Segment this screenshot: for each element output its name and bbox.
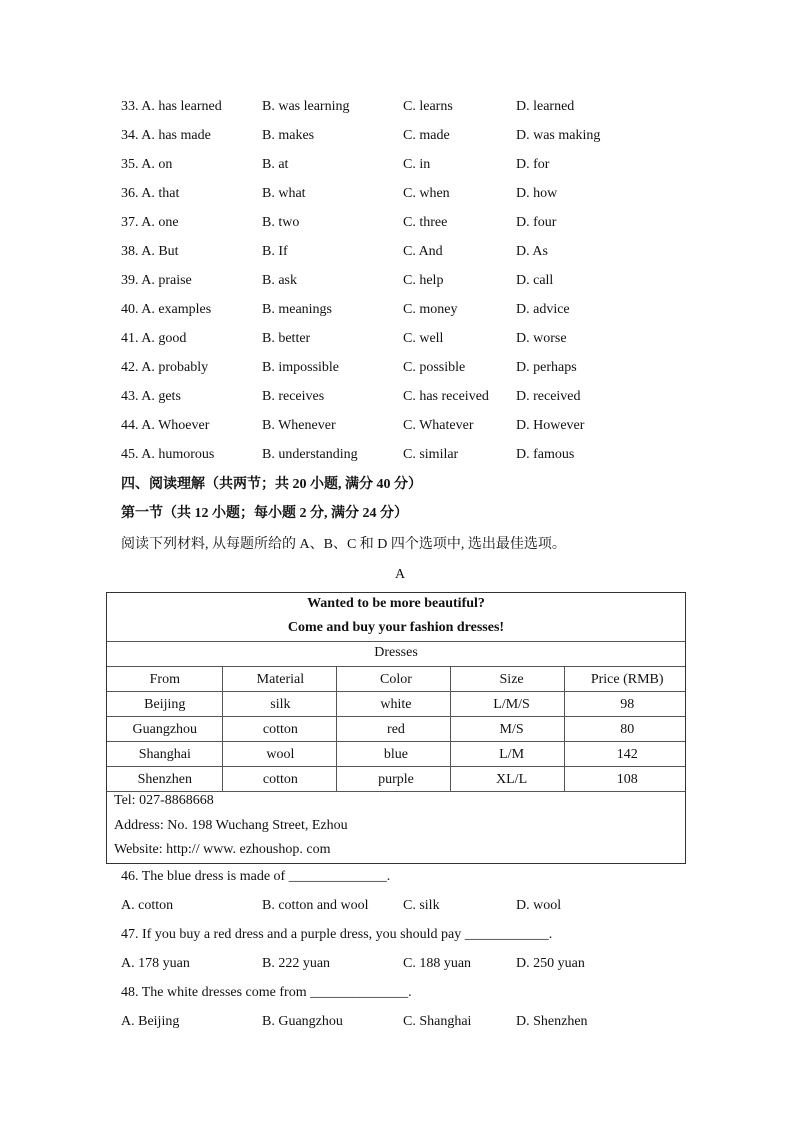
option-a: 45. A. humorous — [121, 447, 215, 462]
option-b: B. better — [262, 331, 311, 346]
table-cell: white — [380, 697, 412, 712]
option-b: B. what — [262, 186, 306, 201]
ad-website: Website: http:// www. ezhoushop. com — [114, 842, 331, 857]
table-caption: Dresses — [374, 645, 418, 660]
option-d: D. 250 yuan — [516, 956, 585, 971]
table-row — [107, 742, 685, 767]
header-cell: Size — [499, 672, 524, 687]
table-cell: silk — [270, 697, 291, 712]
option-c: C. in — [403, 157, 431, 172]
option-d: D. worse — [516, 331, 567, 346]
table-cell: Shanghai — [138, 747, 191, 762]
option-c: C. help — [403, 273, 444, 288]
table-cell: L/M/S — [493, 697, 530, 712]
option-c: C. silk — [403, 898, 440, 913]
option-b: B. at — [262, 157, 289, 172]
header-cell: From — [149, 672, 180, 687]
option-a: A. cotton — [121, 898, 174, 913]
table-cell: cotton — [262, 722, 298, 737]
option-d: D. However — [516, 418, 585, 433]
option-c: C. Whatever — [403, 418, 474, 433]
option-d: D. learned — [516, 99, 575, 114]
question-46-stem: 46. The blue dress is made of ______________. — [121, 869, 391, 884]
option-a: 35. A. on — [121, 157, 173, 172]
option-a: 44. A. Whoever — [121, 418, 210, 433]
option-b: B. Whenever — [262, 418, 336, 433]
option-a: 39. A. praise — [121, 273, 192, 288]
option-a: 43. A. gets — [121, 389, 181, 404]
passage-label: A — [394, 567, 406, 582]
table-cell: XL/L — [496, 772, 528, 787]
grid-line — [564, 667, 565, 792]
header-cell: Color — [380, 672, 412, 687]
table-cell: Beijing — [144, 697, 186, 712]
option-a: 36. A. that — [121, 186, 180, 201]
option-b: B. If — [262, 244, 288, 259]
table-cell: M/S — [499, 722, 524, 737]
grid-line — [107, 691, 685, 692]
dress-advertisement — [106, 592, 686, 864]
option-d: D. perhaps — [516, 360, 577, 375]
header-cell: Price (RMB) — [590, 672, 664, 687]
part-heading: 第一节（共 12 小题；每小题 2 分, 满分 24 分） — [121, 506, 408, 521]
ad-title-line2: Come and buy your fashion dresses! — [287, 620, 505, 635]
option-a: 42. A. probably — [121, 360, 209, 375]
option-d: D. As — [516, 244, 548, 259]
table-row — [107, 717, 685, 742]
option-c: C. possible — [403, 360, 466, 375]
option-b: B. two — [262, 215, 300, 230]
option-d: D. call — [516, 273, 554, 288]
ad-telephone: Tel: 027-8868668 — [114, 793, 214, 808]
option-c: C. And — [403, 244, 443, 259]
grid-line — [222, 667, 223, 792]
option-c: C. made — [403, 128, 450, 143]
question-47-stem: 47. If you buy a red dress and a purple dress, you should pay ____________. — [121, 927, 553, 942]
option-a: 37. A. one — [121, 215, 179, 230]
question-48-stem: 48. The white dresses come from ______________. — [121, 985, 412, 1000]
option-b: B. cotton and wool — [262, 898, 369, 913]
grid-line — [107, 716, 685, 717]
option-d: D. Shenzhen — [516, 1014, 588, 1029]
grid-line — [107, 766, 685, 767]
option-c: C. three — [403, 215, 448, 230]
option-d: D. advice — [516, 302, 570, 317]
option-c: C. similar — [403, 447, 459, 462]
table-header-row — [107, 667, 685, 692]
table-cell: 142 — [616, 747, 638, 762]
option-c: C. learns — [403, 99, 453, 114]
table-cell: purple — [378, 772, 414, 787]
header-cell: Material — [256, 672, 305, 687]
table-cell: Guangzhou — [132, 722, 198, 737]
option-d: D. wool — [516, 898, 562, 913]
option-c: C. when — [403, 186, 450, 201]
option-c: C. Shanghai — [403, 1014, 472, 1029]
table-cell: wool — [266, 747, 295, 762]
option-a: 41. A. good — [121, 331, 187, 346]
option-b: B. Guangzhou — [262, 1014, 343, 1029]
table-row — [107, 692, 685, 717]
table-cell: Shenzhen — [137, 772, 193, 787]
instructions: 阅读下列材料, 从每题所给的 A、B、C 和 D 四个选项中, 选出最佳选项。 — [121, 537, 566, 552]
option-b: B. was learning — [262, 99, 350, 114]
option-b: B. receives — [262, 389, 325, 404]
grid-line — [336, 667, 337, 792]
option-a: 38. A. But — [121, 244, 179, 259]
table-cell: cotton — [262, 772, 298, 787]
option-c: C. well — [403, 331, 444, 346]
option-b: B. understanding — [262, 447, 358, 462]
option-d: D. famous — [516, 447, 575, 462]
ad-address: Address: No. 198 Wuchang Street, Ezhou — [114, 818, 348, 833]
table-cell: blue — [383, 747, 409, 762]
table-cell: L/M — [499, 747, 525, 762]
option-d: D. was making — [516, 128, 601, 143]
dress-table — [107, 667, 685, 792]
table-row — [107, 767, 685, 792]
ad-title-line1: Wanted to be more beautiful? — [307, 596, 485, 611]
option-b: B. impossible — [262, 360, 340, 375]
option-d: D. for — [516, 157, 550, 172]
grid-line — [450, 667, 451, 792]
option-d: D. how — [516, 186, 558, 201]
table-cell: 98 — [620, 697, 635, 712]
table-cell: 80 — [620, 722, 635, 737]
option-c: C. money — [403, 302, 458, 317]
option-b: B. meanings — [262, 302, 332, 317]
option-b: B. makes — [262, 128, 315, 143]
option-c: C. 188 yuan — [403, 956, 472, 971]
option-c: C. has received — [403, 389, 489, 404]
grid-line — [107, 741, 685, 742]
table-cell: red — [387, 722, 405, 737]
section-heading: 四、阅读理解（共两节；共 20 小题, 满分 40 分） — [121, 477, 422, 492]
option-a: A. Beijing — [121, 1014, 180, 1029]
option-a: 34. A. has made — [121, 128, 211, 143]
option-d: D. received — [516, 389, 581, 404]
option-b: B. 222 yuan — [262, 956, 331, 971]
option-a: A. 178 yuan — [121, 956, 190, 971]
table-cell: 108 — [616, 772, 638, 787]
option-a: 33. A. has learned — [121, 99, 222, 114]
option-a: 40. A. examples — [121, 302, 212, 317]
option-b: B. ask — [262, 273, 297, 288]
option-d: D. four — [516, 215, 557, 230]
